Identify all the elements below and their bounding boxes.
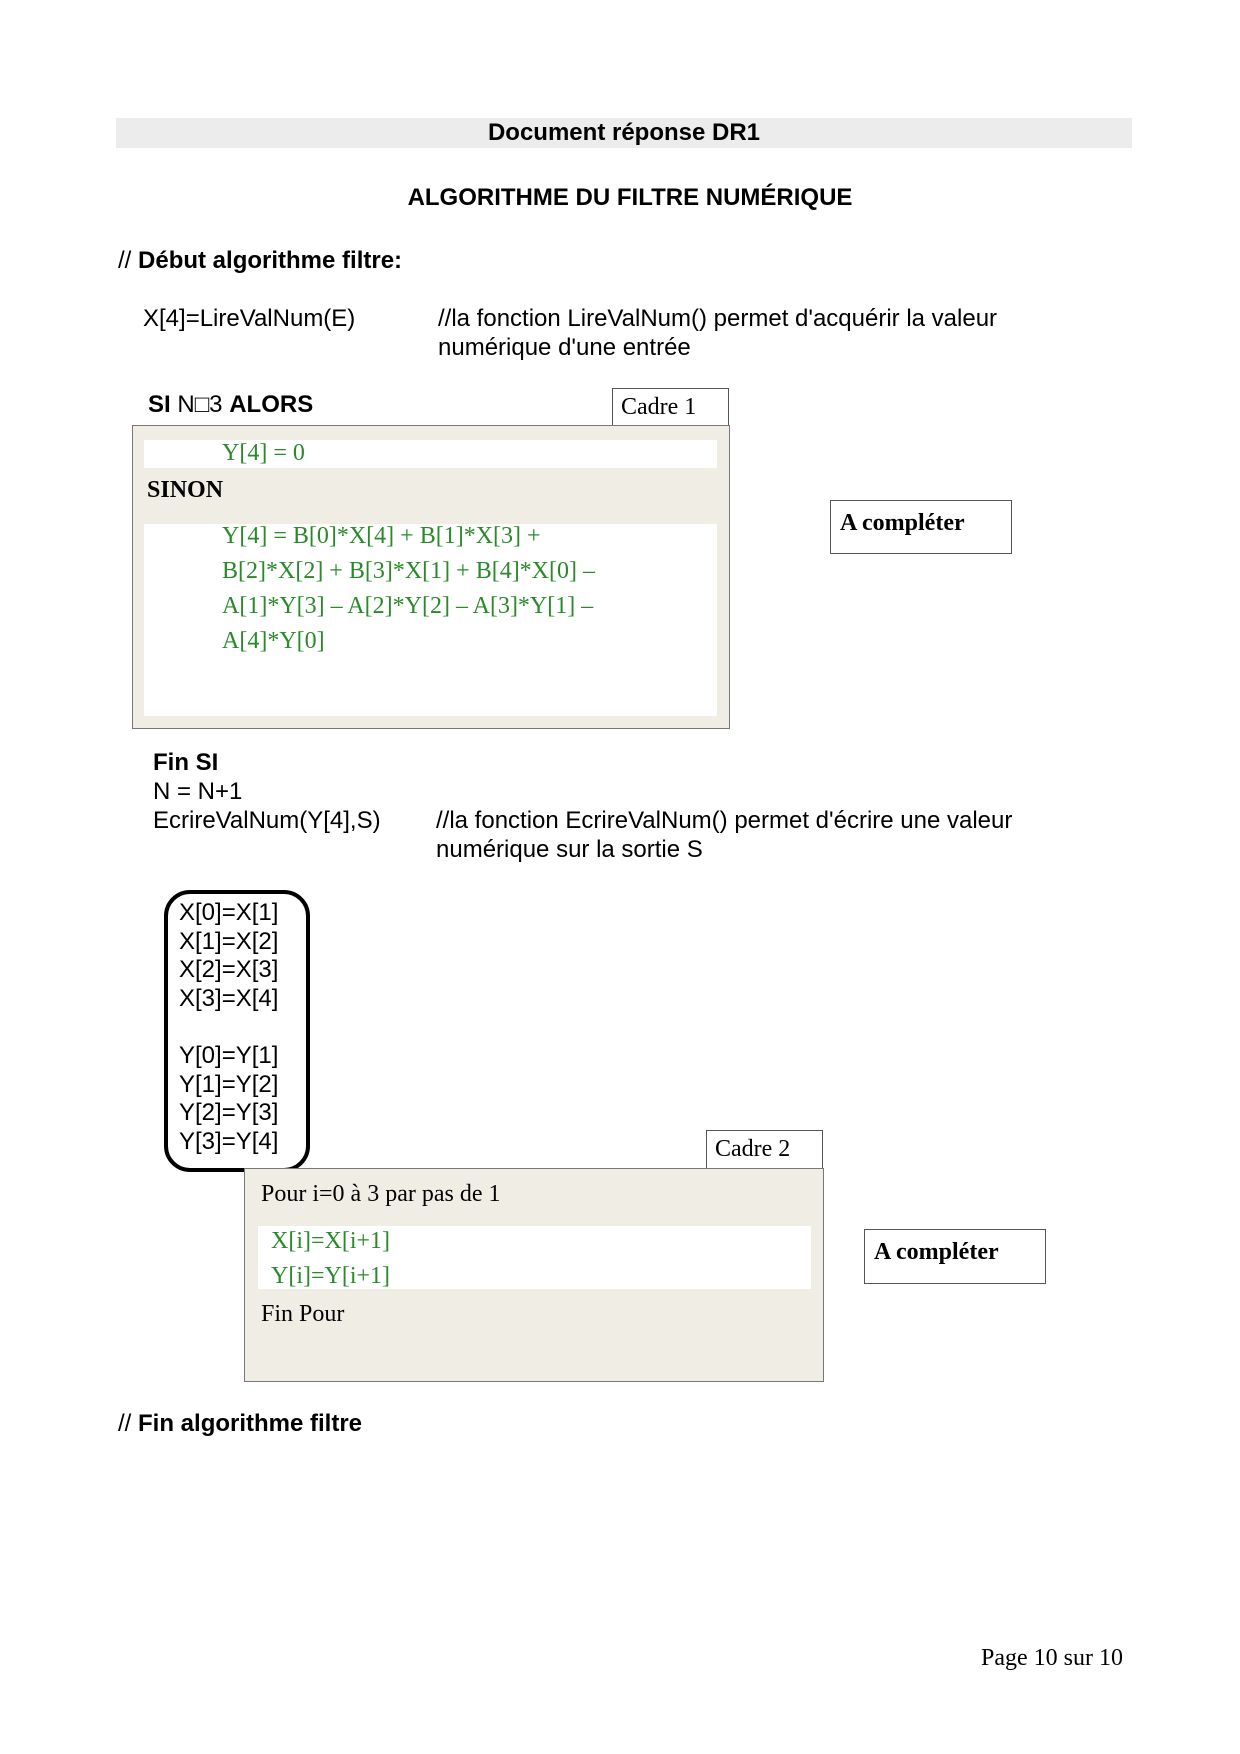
si-keyword: SI bbox=[148, 391, 171, 418]
cadre2-frame bbox=[244, 1168, 824, 1382]
read-statement-code: X[4]=LireValNum(E) bbox=[143, 305, 356, 332]
loop-end: Fin Pour bbox=[261, 1301, 345, 1327]
cadre1-else-line: A[1]*Y[3] – A[2]*Y[2] – A[3]*Y[1] – bbox=[222, 593, 594, 619]
shift-x-line: X[0]=X[1] bbox=[179, 899, 279, 926]
write-statement-comment-line1: //la fonction EcrireValNum() permet d'écrire une valeur bbox=[436, 807, 1013, 834]
si-condition-expression: N□3 bbox=[170, 391, 230, 418]
comment-prefix: // bbox=[118, 247, 139, 274]
comment-prefix: // bbox=[118, 1410, 139, 1437]
sinon-keyword: SINON bbox=[147, 477, 224, 503]
shift-x-line: X[1]=X[2] bbox=[179, 928, 279, 955]
algorithm-start-heading bbox=[118, 246, 402, 276]
cadre1-complete-note: A compléter bbox=[830, 500, 1012, 554]
algorithm-end-heading bbox=[118, 1409, 362, 1439]
cadre1-else-line: B[2]*X[2] + B[3]*X[1] + B[4]*X[0] – bbox=[222, 558, 595, 584]
write-statement-code: EcrireValNum(Y[4],S) bbox=[153, 807, 381, 834]
cadre1-then-line: Y[4] = 0 bbox=[222, 440, 305, 466]
page-number: Page 10 sur 10 bbox=[981, 1645, 1123, 1671]
cadre1-label: Cadre 1 bbox=[612, 388, 729, 426]
cadre2-label: Cadre 2 bbox=[706, 1130, 823, 1169]
si-condition bbox=[148, 390, 313, 420]
write-statement-comment-line2: numérique sur la sortie S bbox=[436, 836, 703, 863]
cadre2-complete-note: A compléter bbox=[864, 1229, 1046, 1284]
cadre1-else-line: Y[4] = B[0]*X[4] + B[1]*X[3] + bbox=[222, 523, 541, 549]
shift-y-line: Y[1]=Y[2] bbox=[179, 1071, 279, 1098]
fin-si-keyword: Fin SI bbox=[153, 749, 219, 776]
shift-y-line: Y[3]=Y[4] bbox=[179, 1128, 279, 1155]
loop-body-line: X[i]=X[i+1] bbox=[271, 1228, 391, 1254]
loop-body-line: Y[i]=Y[i+1] bbox=[271, 1263, 391, 1289]
shift-y-line: Y[0]=Y[1] bbox=[179, 1042, 279, 1069]
shift-assignments-box bbox=[164, 890, 310, 1172]
page-title: ALGORITHME DU FILTRE NUMÉRIQUE bbox=[407, 184, 853, 211]
alors-keyword: ALORS bbox=[229, 391, 314, 418]
cadre1-frame bbox=[132, 425, 730, 729]
read-statement-comment-line2: numérique d'une entrée bbox=[438, 334, 691, 361]
increment-statement: N = N+1 bbox=[153, 778, 243, 805]
read-statement-comment-line1: //la fonction LireValNum() permet d'acquérir la valeur bbox=[438, 305, 998, 332]
loop-header: Pour i=0 à 3 par pas de 1 bbox=[261, 1181, 501, 1207]
shift-x-line: X[2]=X[3] bbox=[179, 956, 279, 983]
shift-x-line: X[3]=X[4] bbox=[179, 985, 279, 1012]
cadre1-else-line: A[4]*Y[0] bbox=[222, 628, 325, 654]
document-header-title: Document réponse DR1 bbox=[487, 119, 761, 146]
algorithm-start-label: Début algorithme filtre: bbox=[138, 247, 403, 274]
algorithm-end-label: Fin algorithme filtre bbox=[138, 1410, 363, 1437]
shift-y-line: Y[2]=Y[3] bbox=[179, 1099, 279, 1126]
